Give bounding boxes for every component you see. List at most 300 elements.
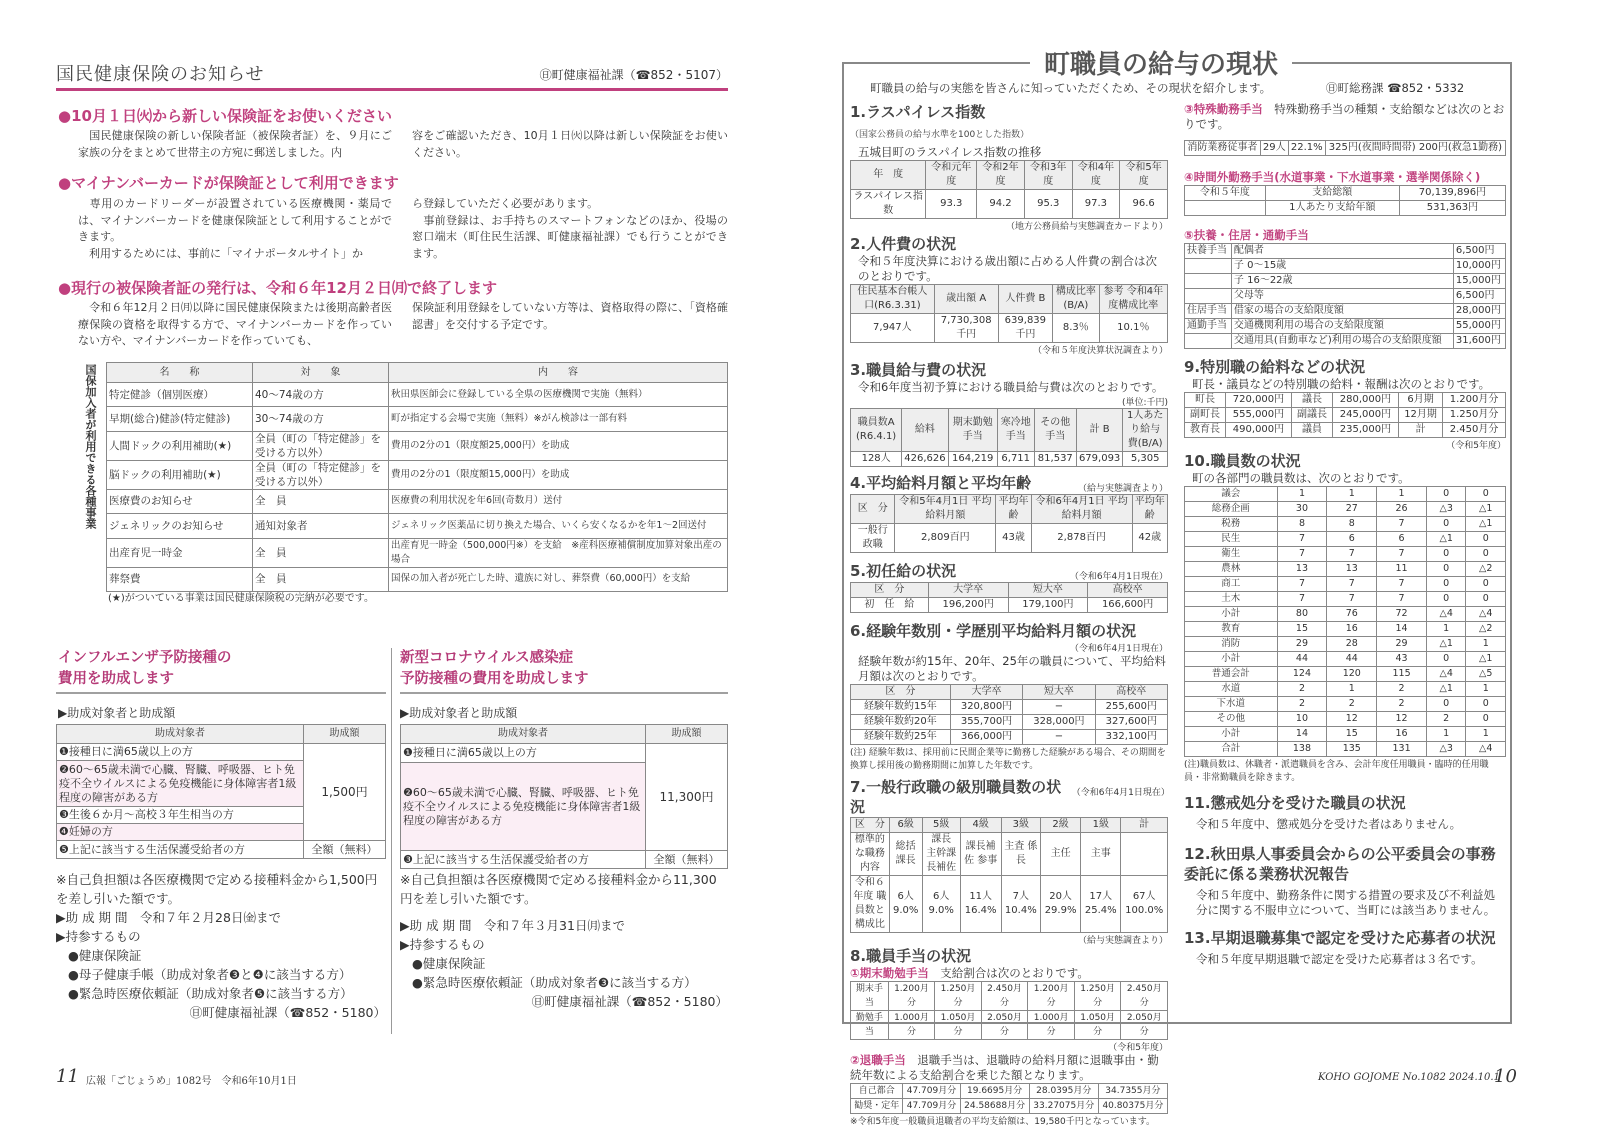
table-cell: 325円(夜間時間帯) 200円(救急1勤務) xyxy=(1325,141,1505,156)
table-cell: 164,219 xyxy=(948,452,997,467)
table-cell: 1.250月分 xyxy=(935,982,982,1011)
table-header: 名 称 xyxy=(107,363,253,383)
table-cell: 81,537 xyxy=(1034,452,1076,467)
table-cell: 2 xyxy=(1426,712,1466,727)
table-cell: 2.050月分 xyxy=(1121,1011,1168,1040)
table-cell: 令和６年度 職員数と構成比 xyxy=(851,876,890,933)
table-cell: 医療費のお知らせ xyxy=(107,489,253,513)
table-cell: その他 xyxy=(1185,712,1278,727)
table-cell: 消防業務従事者 xyxy=(1185,141,1261,156)
table-cell: 29 xyxy=(1377,637,1427,652)
table-cell: 6 xyxy=(1377,532,1427,547)
table-cell: 交通機関利用の場合の支給限度額 xyxy=(1231,319,1453,334)
table-cell: 120 xyxy=(1327,667,1377,682)
table-cell: 令和6年4月1日 平均給料月額 xyxy=(1031,495,1132,524)
table-cell: 320,800円 xyxy=(950,700,1022,715)
section-title: 8.職員手当の状況 xyxy=(850,947,972,965)
experience-salary-table xyxy=(850,684,1168,745)
table-cell: 124 xyxy=(1277,667,1327,682)
table-cell: 33.27075月分 xyxy=(1029,1099,1098,1114)
right-title: 町職員の給与の現状 xyxy=(1030,44,1292,81)
table-cell: 1 xyxy=(1466,727,1506,742)
table-cell: 1.250月分 xyxy=(1074,982,1121,1011)
table-cell: 426,626 xyxy=(902,452,948,467)
table-cell: 96.6 xyxy=(1120,190,1168,219)
table-cell: 普通会計 xyxy=(1185,667,1278,682)
services-table xyxy=(106,362,728,592)
table-cell: 区 分 xyxy=(851,685,951,700)
table-cell: 17人 25.4% xyxy=(1081,876,1121,933)
table-cell: 42歳 xyxy=(1132,524,1167,553)
table-cell: 早期(総合)健診(特定健診) xyxy=(107,407,253,431)
table-cell: 24.58688月分 xyxy=(960,1099,1029,1114)
table-cell: 総括課長 xyxy=(889,833,922,876)
page-title: 国民健康保険のお知らせ xyxy=(56,64,265,85)
table-cell: 255,600円 xyxy=(1095,700,1167,715)
table-cell: 商工 xyxy=(1185,577,1278,592)
table-cell: △1 xyxy=(1466,502,1506,517)
table-cell: 15 xyxy=(1277,622,1327,637)
grade-staff-table xyxy=(850,817,1168,933)
table-cell: 138 xyxy=(1277,742,1327,757)
table-cell: 16 xyxy=(1327,622,1377,637)
table-row xyxy=(107,407,728,431)
table-cell: 令和５年度 xyxy=(1185,186,1266,201)
covid-amount: 11,300円 xyxy=(646,744,728,851)
avg-salary-table xyxy=(850,494,1168,553)
table-cell: 議員 xyxy=(1291,423,1332,438)
table-cell: 10 xyxy=(1277,712,1327,727)
table-cell: 下水道 xyxy=(1185,697,1278,712)
table-cell: 主任 xyxy=(1040,833,1080,876)
table-cell: △4 xyxy=(1426,667,1466,682)
table-cell: △4 xyxy=(1426,607,1466,622)
table-cell: 0 xyxy=(1426,547,1466,562)
table-cell: 12 xyxy=(1377,712,1427,727)
table-cell: 税務 xyxy=(1185,517,1278,532)
overtime-table xyxy=(1184,185,1506,216)
bonus-table xyxy=(850,981,1168,1040)
table-cell: 大学卒 xyxy=(950,685,1022,700)
table-cell: 1人あたり支給年額 xyxy=(1265,201,1399,216)
table-cell: △1 xyxy=(1426,682,1466,697)
paragraph: 国民健康保険の新しい保険者証（被保険者証）を、９月にご家族の分をまとめて世帯主の方宛に郵送しました。内 xyxy=(78,129,392,159)
table-cell: 6,500円 xyxy=(1453,244,1505,259)
table-cell: 43歳 xyxy=(996,524,1031,553)
salary-column-1: 1.ラスパイレス指数 （国家公務員の給与水準を100とした指数） 五城目町のラスパイレス指数の推移 年 度 令和元年度 令和2年度 令和3年度 令和4年度 令和5年度 ラスパイレス指数 93.3 94.2 95.3 97.3 96.6 （地方公務員給与実態調査カードより） 2.人件費の状況 令和５年度決算における歳出額に占める人件費の割合は次のとおりです。 住民基本台帳人口(R6.3.31) 歳出額 A 人件費 B 構成比率(B/A) 参考 令和4年度構成比率 7,947人 7,730,308千円 639,839千円 8.3％ 10.1％ （令和５年度決算状況調査より） 3.職員給与費の状況 令和6年度当初予算における職員給与費は次のとおりです。 (単位:千円) 職員数A (R6.4.1) 給料 期末勤勉手当 寒冷地手当 その他手当 計 B 1人あたり給与費(B/A) 128人 426,626 164,219 6,711 81,537 679,093 5,305 4.平均給料月額と平均年齢 （給与実態調査より） 区 分 令和5年4月1日 平均給料月額 平均年齢 令和6年4月1日 平均給料月額 平均年齢 一般行政職 2,809百円 43歳 2,878百円 42歳 5.初任給の状況 （令和6年4月1日現在） 区 分 大学卒 短大卒 高校卒 初 任 給 196,200円 179,100円 166,600円 6.経験年数別・学歴別平均給料月額の状況 （令和6年4月1日現在） 経験年数が約15年、20年、25年の職員について、平均給料月額は次のとおりです。 区 分 大学卒 短大卒 高校卒 経験年数約15年 320,800円 − 255,600円 経験年数約20年 355,700円 328,000円 327,600円 経験年数約25年 366,000円 − 332,100円 (注) 経験年数は、採用前に民間企業等に勤務した経験がある場合、その期間を換算し採用後の勤務期間に加算した年数です。 7.一般行政職の級別職員数の状況 （令和6年4月1日現在） 区 分 6級 5級 4級 3級 2級 1級 計 標準的な職務内容 総括課長 課長 主幹課長補佐 課長補佐 参事 主査 係長 主任 主事 令和６年度 職員数と構成比 6人 9.0% 6人 9.0% 11人 16.4% 7人 10.4% 20人 29.9% 17人 25.4% 67人 100.0% （給与実態調査より） 8.職員手当の状況 ①期末勤勉手当 支給割合は次のとおりです。 期末手当 1.200月分 1.250月分 2.450月分 1.200月分 1.250月分 2.450月分 勤勉手当 1.000月分 1.050月分 2.050月分 1.000月分 1.050月分 2.050月分 （令和5年度） ②退職手当 退職手当は、退職時の給料月額に退職事由・勤続年数による支給割合を乗じた額となります。 自己都合 47.709月分 19.6695月分 28.0395月分 34.7355月分 勧奨・定年 47.709月分 24.58688月分 33.27075月分 40.80375月分 ※令和5年度一般職員退職者の平均支給額は、19,580千円となっています。 xyxy=(850,103,1170,1127)
covid-details: ※自己負担額は各医療機関で定める接種料金から11,300円を差し引いた額です。 ▶助 成 期 間 令和７年３月31日㈪まで ▶持参するもの ●健康保険証 ●緊急時医療依頼証（助成対象者❸に該当する方） ㊐町健康福祉課（☎852・5180） xyxy=(400,872,728,1009)
table-cell: 1.000月分 xyxy=(888,1011,935,1040)
table-cell: 639,839千円 xyxy=(998,314,1052,343)
table-cell: 2級 xyxy=(1040,818,1080,833)
table-cell xyxy=(1185,289,1232,304)
table-cell: 7,730,308千円 xyxy=(934,314,998,343)
table-cell xyxy=(1185,259,1232,274)
laspeyres-table xyxy=(850,160,1168,219)
table-cell: 12 xyxy=(1327,712,1377,727)
table-cell: 128人 xyxy=(851,452,902,467)
table-cell: 2.450月分 xyxy=(1121,982,1168,1011)
subhead: ▶助成対象者と助成額 xyxy=(58,706,176,720)
table-cell: 0 xyxy=(1466,577,1506,592)
table-cell: 0 xyxy=(1466,592,1506,607)
table-cell: 10.1％ xyxy=(1099,314,1167,343)
table-cell: △3 xyxy=(1426,502,1466,517)
flu-table: 助成対象者 助成額 ❶接種日に満65歳以上の方 1,500円 ❷60〜65歳未満で心臓、腎臓、呼吸器、ヒト免疫不全ウイルスによる免疫機能に身体障害者1級程度の障害がある方 ❸生後６か月〜高校３年生相当の方 ❹妊婦の方 ❺上記に該当する生活保護受給者の方 全額（無料） xyxy=(56,724,386,859)
table-cell: 7 xyxy=(1277,592,1327,607)
table-cell: 経験年数約15年 xyxy=(851,700,951,715)
paragraph: 令和６年12月２日㈪以降に国民健康保険または後期高齢者医療保険の資格を取得する方で、マイナンバーカードを作っていない方や、マイナンバーカードを作っていても、 xyxy=(78,301,392,347)
table-cell: 職員数A (R6.4.1) xyxy=(851,409,902,452)
table-cell: 7 xyxy=(1277,547,1327,562)
table-cell: 6級 xyxy=(889,818,922,833)
table-cell: 7 xyxy=(1377,517,1427,532)
table-cell: 交通用具(自動車など)利用の場合の支給限度額 xyxy=(1231,334,1453,349)
table-cell: 31,600円 xyxy=(1453,334,1505,349)
table-cell: 1.250月分 xyxy=(1443,408,1506,423)
table-cell: 借家の場合の支給限度額 xyxy=(1231,304,1453,319)
table-cell: 初 任 給 xyxy=(851,598,929,613)
table-cell: 教育 xyxy=(1185,622,1278,637)
table-cell: 父母等 xyxy=(1231,289,1453,304)
section-title: 7.一般行政職の級別職員数の状況 xyxy=(850,778,1062,816)
table-cell: 2,878百円 xyxy=(1031,524,1132,553)
section-title: 5.初任給の状況 xyxy=(850,562,957,580)
table-cell: 衛生 xyxy=(1185,547,1278,562)
table-cell: 0 xyxy=(1426,652,1466,667)
table-row xyxy=(107,567,728,591)
table-cell: 短大卒 xyxy=(1023,685,1095,700)
section-title: 4.平均給料月額と平均年齢 xyxy=(850,474,1032,492)
table-cell: 計 xyxy=(1121,818,1168,833)
table-header: 内 容 xyxy=(389,363,728,383)
table-cell: 短大卒 xyxy=(1008,583,1088,598)
table-cell: 費用の2分の1（限度額15,000円）を助成 xyxy=(389,460,728,489)
table-cell: 30〜74歳の方 xyxy=(253,407,389,431)
flu-details: ※自己負担額は各医療機関で定める接種料金から1,500円を差し引いた額です。 ▶助 成 期 間 令和７年２月28日㈮まで ▶持参するもの ●健康保険証 ●母子健康手帳（助成対象者❸と❹に該当する方） ●緊急時医療依頼証（助成対象者❺に該当する方） ㊐町健康福祉課（☎852・5180） xyxy=(56,872,386,1020)
table-cell: 22.1% xyxy=(1288,141,1325,156)
covid-title: 新型コロナウイルス感染症 予防接種の費用を助成します xyxy=(400,650,589,687)
table-cell: 小計 xyxy=(1185,652,1278,667)
table-cell: 55,000円 xyxy=(1453,319,1505,334)
table-cell: △3 xyxy=(1426,742,1466,757)
table-cell: 1.200月分 xyxy=(1443,393,1506,408)
table-cell: 2 xyxy=(1277,682,1327,697)
table-cell: 80 xyxy=(1277,607,1327,622)
table-cell: ジェネリックのお知らせ xyxy=(107,514,253,538)
table-cell: 脳ドックの利用補助(★) xyxy=(107,460,253,489)
table-cell: 8.3％ xyxy=(1053,314,1100,343)
section-title: ●マイナンバーカードが保険証として利用できます xyxy=(58,174,399,192)
table-cell: 水道 xyxy=(1185,682,1278,697)
table-cell: 構成比率(B/A) xyxy=(1053,285,1100,314)
table-cell: 328,000円 xyxy=(1023,715,1095,730)
table-cell: △1 xyxy=(1426,637,1466,652)
table-cell: 合計 xyxy=(1185,742,1278,757)
column-rule xyxy=(391,648,392,1034)
table-cell: 土木 xyxy=(1185,592,1278,607)
table-cell: 令和5年4月1日 平均給料月額 xyxy=(895,495,996,524)
table-note: (★)がついている事業は国民健康保険税の完納が必要です。 xyxy=(108,593,374,604)
salary-column-2: ③特殊勤務手当 特殊勤務手当の種類・支給額などは次のとおりです。 消防業務従事者 29人 22.1% 325円(夜間時間帯) 200円(救急1勤務) ④時間外勤務手当(水道事業・下水道事業・選挙関係除く) 令和５年度 支給総額 70,139,896円 1人あたり支給年額 531,363円 ⑤扶養・住居・通勤手当 扶養手当 配偶者 6,500円 子 0〜15歳 10,000円 子 16〜22歳 15,000円 父母等 6,500円 住居手当 借家の場合の支給限度額 28,000円 通勤手当 交通機関利用の場合の支給限度額 55,000円 交通用具(自動車など)利用の場合の支給限度額 31,600円 9.特別職の給料などの状況 町長・議員などの特別職の給料・報酬は次のとおりです。 町長 720,000円 議長 280,000円 6月期 1.200月分 副町長 555,000円 副議長 245,000円 12月期 1.250月分 教育長 490,000円 議員 235,000円 計 2.450月分 （令和5年度） 10.職員数の状況 町の各部門の職員数は、次のとおりです。 議会 1 1 1 0 0 総務企画 30 27 26 △3 △1 税務 8 8 7 0 △1 民生 7 6 6 △1 0 衛生 7 7 7 0 0 農林 13 13 11 0 △2 商工 7 7 7 0 0 土木 7 7 7 0 0 小計 80 76 72 △4 △4 教育 15 16 14 1 △2 消防 29 28 29 △1 1 小計 44 44 43 0 △1 普通会計 124 120 115 △4 △5 水道 2 1 2 △1 1 下水道 2 2 2 0 0 その他 10 12 12 2 0 小計 14 15 16 1 1 合計 138 135 131 △3 △4 (注)職員数は、休職者・派遣職員を含み、会計年度任用職員・臨時的任用職員・非常勤職員を除きます。 11.懲戒処分を受けた職員の状況 令和５年度中、懲戒処分を受けた者はありません。 12.秋田県人事委員会からの公平委員会の事務委託に係る業務状況報告 令和５年度中、勤務条件に関する措置の要求及び不利益処分に関する不服申立について、当町には該当ありません。 13.早期退職募集で認定を受けた応募者の状況 令和５年度早期退職で認定を受けた応募者は３名です。 xyxy=(1184,102,1506,966)
table-cell: 高校卒 xyxy=(1095,685,1167,700)
table-cell: 標準的な職務内容 xyxy=(851,833,890,876)
section-title: ●10月１日㈫から新しい保険証をお使いください xyxy=(58,107,392,125)
table-cell: 一般行政職 xyxy=(851,524,895,553)
table-cell: 高校卒 xyxy=(1088,583,1168,598)
table-cell: 2 xyxy=(1377,697,1427,712)
table-cell: 7 xyxy=(1327,577,1377,592)
contact: ㊐町健康福祉課（☎852・5107） xyxy=(539,68,728,82)
section-title: 9.特別職の給料などの状況 xyxy=(1184,358,1366,376)
table-cell: 0 xyxy=(1426,577,1466,592)
table-cell: 2 xyxy=(1277,697,1327,712)
table-row xyxy=(107,538,728,567)
table-cell: 6月期 xyxy=(1398,393,1442,408)
table-cell: 区 分 xyxy=(851,495,895,524)
table-cell: 7人 10.4% xyxy=(1001,876,1040,933)
table-cell: 1人あたり給与費(B/A) xyxy=(1123,409,1168,452)
divider xyxy=(56,692,386,694)
table-row xyxy=(107,460,728,489)
table-cell: ジェネリック医薬品に切り換えた場合、いくら安くなるかを年1〜2回送付 xyxy=(389,514,728,538)
table-cell: 1級 xyxy=(1081,818,1121,833)
table-cell: 参考 令和4年度構成比率 xyxy=(1099,285,1167,314)
table-cell: 29人 xyxy=(1260,141,1288,156)
table-cell: 11人 16.4% xyxy=(960,876,1001,933)
table-cell: 13 xyxy=(1327,562,1377,577)
section-title: 10.職員数の状況 xyxy=(1184,452,1301,470)
section-title: 6.経験年数別・学歴別平均給料月額の状況 xyxy=(850,622,1137,640)
table-cell: 1 xyxy=(1327,682,1377,697)
table-cell: 1.050月分 xyxy=(1074,1011,1121,1040)
footer-text: 広報「ごじょうめ」1082号 令和6年10月1日 xyxy=(86,1076,297,1087)
table-cell: △1 xyxy=(1466,517,1506,532)
table-cell: 28.0395月分 xyxy=(1029,1084,1098,1099)
table-cell: 327,600円 xyxy=(1095,715,1167,730)
table-cell: 245,000円 xyxy=(1332,408,1398,423)
table-cell: 全 員 xyxy=(253,489,389,513)
table-cell: 13 xyxy=(1277,562,1327,577)
table-cell: 特定健診（個別医療） xyxy=(107,383,253,407)
table-cell: 期末勤勉手当 xyxy=(948,409,997,452)
table-cell: 平均年齢 xyxy=(996,495,1031,524)
table-cell: 期末手当 xyxy=(851,982,889,1011)
table-cell xyxy=(1185,201,1266,216)
table-cell: 28,000円 xyxy=(1453,304,1505,319)
table-cell: 1.200月分 xyxy=(1028,982,1075,1011)
table-cell: 1.050月分 xyxy=(935,1011,982,1040)
table-cell: 副議長 xyxy=(1291,408,1332,423)
table-cell: 2.050月分 xyxy=(981,1011,1028,1040)
table-cell: 4級 xyxy=(960,818,1001,833)
paragraph: ら登録していただく必要があります。 事前登録は、お手持ちのスマートフォンなどのほか、役場の窓口端末（町住民生活課、町健康福祉課）でも行うことができます。 xyxy=(412,197,728,260)
table-cell: 14 xyxy=(1377,622,1427,637)
table-header: 対 象 xyxy=(253,363,389,383)
table-cell: 19.6695月分 xyxy=(960,1084,1029,1099)
table-cell: 7 xyxy=(1327,547,1377,562)
table-cell: 小計 xyxy=(1185,727,1278,742)
table-cell: 総務企画 xyxy=(1185,502,1278,517)
table-cell: 歳出額 A xyxy=(934,285,998,314)
contact: ㊐町総務課 ☎852・5332 xyxy=(1326,81,1465,95)
allowance-table xyxy=(1184,243,1506,349)
table-cell xyxy=(1185,334,1232,349)
table-cell: △4 xyxy=(1466,742,1506,757)
table-cell: 26 xyxy=(1377,502,1427,517)
section-title: ●現行の被保険者証の発行は、令和６年12月２日㈪で終了します xyxy=(58,279,497,297)
table-cell: 0 xyxy=(1466,532,1506,547)
special-allowance-table xyxy=(1184,140,1506,156)
section-title: 2.人件費の状況 xyxy=(850,235,957,253)
table-cell: 166,600円 xyxy=(1088,598,1168,613)
table-cell: △2 xyxy=(1466,622,1506,637)
staff-count-table xyxy=(1184,486,1506,757)
table-cell: 1.200月分 xyxy=(888,982,935,1011)
table-cell: 町が指定する会場で実施（無料）※がん検診は一部有料 xyxy=(389,407,728,431)
table-cell: 全 員 xyxy=(253,567,389,591)
table-cell: 令和2年度 xyxy=(977,161,1025,190)
table-cell: 小計 xyxy=(1185,607,1278,622)
table-cell: 67人 100.0% xyxy=(1121,876,1168,933)
flu-amount: 1,500円 xyxy=(304,744,386,841)
section-title: 11.懲戒処分を受けた職員の状況 xyxy=(1184,794,1406,812)
table-cell: 531,363円 xyxy=(1399,201,1505,216)
table-cell: 6人 9.0% xyxy=(922,876,960,933)
table-cell: 7 xyxy=(1377,592,1427,607)
table-cell: △2 xyxy=(1466,562,1506,577)
table-cell: 経験年数約20年 xyxy=(851,715,951,730)
table-cell: 令和5年度 xyxy=(1120,161,1168,190)
table-cell: 179,100円 xyxy=(1008,598,1088,613)
table-cell xyxy=(1185,274,1232,289)
table-cell: 15 xyxy=(1327,727,1377,742)
table-cell: 令和4年度 xyxy=(1072,161,1120,190)
table-cell: 勧奨・定年 xyxy=(851,1099,903,1114)
table-cell: 40.80375月分 xyxy=(1098,1099,1167,1114)
table-cell: 7 xyxy=(1327,592,1377,607)
table-cell: 区 分 xyxy=(851,583,929,598)
table-cell: 94.2 xyxy=(977,190,1025,219)
table-cell: 30 xyxy=(1277,502,1327,517)
table-cell: 自己都合 xyxy=(851,1084,903,1099)
table-cell: 議長 xyxy=(1291,393,1332,408)
table-cell: 235,000円 xyxy=(1332,423,1398,438)
table-cell: 366,000円 xyxy=(950,730,1022,745)
table-cell: 1.000月分 xyxy=(1028,1011,1075,1040)
table-cell: 20人 29.9% xyxy=(1040,876,1080,933)
table-cell: △5 xyxy=(1466,667,1506,682)
table-cell: 5級 xyxy=(922,818,960,833)
table-cell: 課長 主幹課長補佐 xyxy=(922,833,960,876)
special-staff-table xyxy=(1184,392,1506,438)
table-cell: 5,305 xyxy=(1123,452,1168,467)
table-cell: 大学卒 xyxy=(928,583,1008,598)
table-cell: 民生 xyxy=(1185,532,1278,547)
divider xyxy=(400,692,728,694)
table-cell: 0 xyxy=(1426,517,1466,532)
page-number: 10 xyxy=(1494,1066,1517,1087)
table-cell: 6,500円 xyxy=(1453,289,1505,304)
table-cell: 支給総額 xyxy=(1265,186,1399,201)
table-cell: 寒冷地手当 xyxy=(997,409,1034,452)
table-cell: 全員（町の「特定健診」を受ける方以外） xyxy=(253,460,389,489)
table-cell: 教育長 xyxy=(1185,423,1226,438)
table-cell: 2.450月分 xyxy=(1443,423,1506,438)
table-cell: 679,093 xyxy=(1076,452,1122,467)
table-cell: 7 xyxy=(1377,547,1427,562)
table-cell: 40〜74歳の方 xyxy=(253,383,389,407)
table-cell: 196,200円 xyxy=(928,598,1008,613)
table-cell: 7 xyxy=(1277,532,1327,547)
table-cell: 農林 xyxy=(1185,562,1278,577)
table-cell: 8 xyxy=(1277,517,1327,532)
table-cell: 12月期 xyxy=(1398,408,1442,423)
table-cell: 通勤手当 xyxy=(1185,319,1232,334)
table-cell: 29 xyxy=(1277,637,1327,652)
table-cell: ラスパイレス指数 xyxy=(851,190,926,219)
table-cell: 720,000円 xyxy=(1225,393,1291,408)
table-cell: 年 度 xyxy=(851,161,926,190)
table-cell: 2.450月分 xyxy=(981,982,1028,1011)
table-cell: 議会 xyxy=(1185,487,1278,502)
personnel-cost-table xyxy=(850,284,1168,343)
table-cell: 97.3 xyxy=(1072,190,1120,219)
table-cell: 配偶者 xyxy=(1231,244,1453,259)
table-cell: 全員（町の「特定健診」を受ける方以外） xyxy=(253,431,389,460)
table-cell: 扶養手当 xyxy=(1185,244,1232,259)
table-cell: 43 xyxy=(1377,652,1427,667)
table-cell: 0 xyxy=(1466,712,1506,727)
table-cell: 0 xyxy=(1426,562,1466,577)
table-cell: 1 xyxy=(1377,487,1427,502)
table-cell: 1 xyxy=(1277,487,1327,502)
table-cell: 72 xyxy=(1377,607,1427,622)
table-cell: 令和元年度 xyxy=(926,161,977,190)
table-cell: 6人 9.0% xyxy=(889,876,922,933)
divider xyxy=(56,88,728,91)
salary-cost-table xyxy=(850,408,1168,467)
table-cell: 34.7355月分 xyxy=(1098,1084,1167,1099)
table-cell: 課長補佐 参事 xyxy=(960,833,1001,876)
table-row xyxy=(107,383,728,407)
table-cell: 0 xyxy=(1426,697,1466,712)
page-number: 11 xyxy=(56,1066,79,1087)
table-cell: 3級 xyxy=(1001,818,1040,833)
paragraph: 保険証利用登録をしていない方等は、資格取得の際に、「資格確認書」を交付する予定です。 xyxy=(412,301,728,331)
table-row xyxy=(107,489,728,513)
table-cell: 95.3 xyxy=(1024,190,1072,219)
table-cell: 主事 xyxy=(1081,833,1121,876)
table-cell: 16 xyxy=(1377,727,1427,742)
section-title: 12.秋田県人事委員会からの公平委員会の事務委託に係る業務状況報告 xyxy=(1184,845,1496,883)
paragraph: 容をご確認いただき、10月１日㈫以降は新しい保険証をお使いください。 xyxy=(412,129,728,159)
table-cell: 人間ドックの利用補助(★) xyxy=(107,431,253,460)
table-cell: 全 員 xyxy=(253,538,389,567)
table-cell: 10,000円 xyxy=(1453,259,1505,274)
table-cell: 0 xyxy=(1466,487,1506,502)
table-cell: 47.709月分 xyxy=(903,1084,960,1099)
table-cell: 47.709月分 xyxy=(903,1099,960,1114)
table-cell: 6,711 xyxy=(997,452,1034,467)
flu-title: インフルエンザ予防接種の 費用を助成します xyxy=(58,650,232,687)
table-cell: 子 0〜15歳 xyxy=(1231,259,1453,274)
table-cell: 秋田県医師会に登録している全県の医療機関で実施（無料） xyxy=(389,383,728,407)
table-cell: 1 xyxy=(1466,682,1506,697)
table-cell: 8 xyxy=(1327,517,1377,532)
table-cell: 副町長 xyxy=(1185,408,1226,423)
table-cell: 355,700円 xyxy=(950,715,1022,730)
